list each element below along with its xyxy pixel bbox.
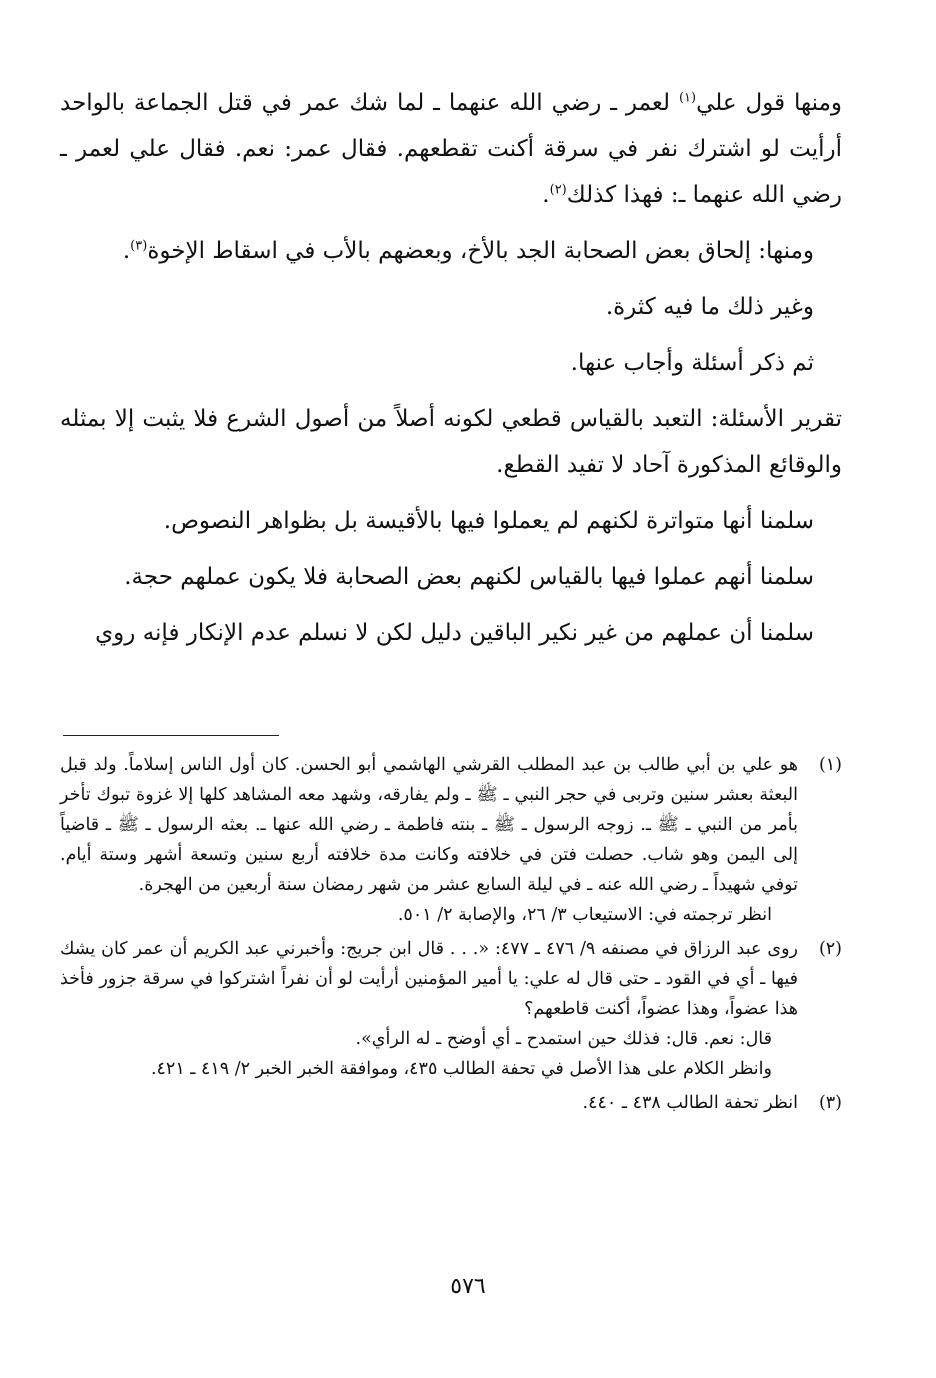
footnote-number: (٢)	[818, 939, 842, 959]
footnote-2	[60, 934, 842, 1084]
footnote-line: روى عبد الرزاق في مصنفه ٩/ ٤٧٦ ـ ٤٧٧: «. . . قال ابن جريج: وأخبرني عبد الكريم أن عمر كان يشك فيها ـ أي في القود ـ حتى قال له علي: يا أمير المؤمنين أرأيت لو أن نفراً اشتركوا في سرقة جزور فأخذ هذا عضواً، وهذا عضواً، أكنت قاطعهم؟	[60, 939, 798, 1019]
text-run: .	[122, 238, 131, 264]
footnote-ref[interactable]: (٢)	[549, 182, 567, 198]
paragraph: سلمنا أن عملهم من غير نكير الباقين دليل لكن لا نسلم عدم الإنكار فإنه روي	[95, 620, 814, 646]
footnote-3	[60, 1088, 842, 1118]
footnote-line: انظر ترجمته في: الاستيعاب ٣/ ٢٦، والإصابة ٢/ ٥٠١.	[397, 905, 772, 925]
footnotes	[60, 750, 842, 1122]
paragraph: تقرير الأسئلة: التعبد بالقياس قطعي لكونه أصلاً من أصول الشرع فلا يثبت إلا بمثله والوقائع المذكورة آحاد لا تفيد القطع.	[60, 406, 842, 478]
text-run: ومنها: إلحاق بعض الصحابة الجد بالأخ، وبعضهم بالأب في اسقاط الإخوة	[147, 238, 814, 264]
footnote-ref[interactable]: (١)	[678, 90, 697, 106]
paragraph: ثم ذكر أسئلة وأجاب عنها.	[570, 350, 814, 376]
footnote-number: (١)	[818, 755, 842, 775]
paragraph	[60, 80, 842, 218]
main-text	[60, 80, 842, 666]
text-run: ومنها قول علي	[696, 90, 842, 116]
footnote-separator	[63, 735, 279, 736]
footnote-line: قال: نعم. قال: فذلك حين استمدح ـ أي أوضح ـ له الرأي».	[355, 1029, 772, 1049]
footnote-line: هو علي بن أبي طالب بن عبد المطلب القرشي الهاشمي أبو الحسن. كان أول الناس إسلاماً. ولد قبل البعثة بعشر سنين وتربى في حجر النبي ـ ﷺ ـ ولم يفارقه، وشهد معه المشاهد كلها إلا غزوة تبوك تأخر بأمر من النبي ـ ﷺ ـ. زوجه الرسول ـ ﷺ ـ بنته فاطمة ـ رضي الله عنها ـ. بعثه الرسول ـ ﷺ ـ قاضياً إلى اليمن وهو شاب. حصلت فتن في خلافته وكانت مدة خلافته أربع سنين وتسعة أشهر وستة أيام. توفي شهيداً ـ رضي الله عنه ـ في ليلة السابع عشر من شهر رمضان سنة أربعين من الهجرة.	[60, 755, 798, 895]
footnote-line: انظر تحفة الطالب ٤٣٨ ـ ٤٤٠.	[582, 1093, 798, 1113]
paragraph	[60, 228, 842, 274]
paragraph: سلمنا أنها متواترة لكنهم لم يعملوا فيها بالأقيسة بل بظواهر النصوص.	[163, 508, 814, 534]
text-run: لعمر ـ رضي الله عنهما ـ لما شك عمر في قتل الجماعة بالواحد أرأيت لو اشترك نفر في سرقة أكنت تقطعهم. فقال عمر: نعم. فقال علي لعمر ـ رضي الله عنهما ـ: فهذا كذلك	[60, 90, 842, 208]
footnote-number: (٣)	[818, 1093, 842, 1113]
paragraph: سلمنا أنهم عملوا فيها بالقياس لكنهم بعض الصحابة فلا يكون عملهم حجة.	[124, 564, 814, 590]
footnote-line: وانظر الكلام على هذا الأصل في تحفة الطالب ٤٣٥، وموافقة الخبر الخبر ٢/ ٤١٩ ـ ٤٢١.	[150, 1059, 772, 1079]
paragraph: وغير ذلك ما فيه كثرة.	[605, 294, 814, 320]
footnote-1	[60, 750, 842, 930]
footnote-body	[60, 934, 798, 1084]
footnote-ref[interactable]: (٣)	[130, 238, 148, 254]
text-run: .	[542, 182, 550, 208]
page-number: ٥٧٦	[450, 1274, 486, 1299]
footnote-body	[60, 750, 798, 930]
footnote-body	[60, 1088, 798, 1118]
